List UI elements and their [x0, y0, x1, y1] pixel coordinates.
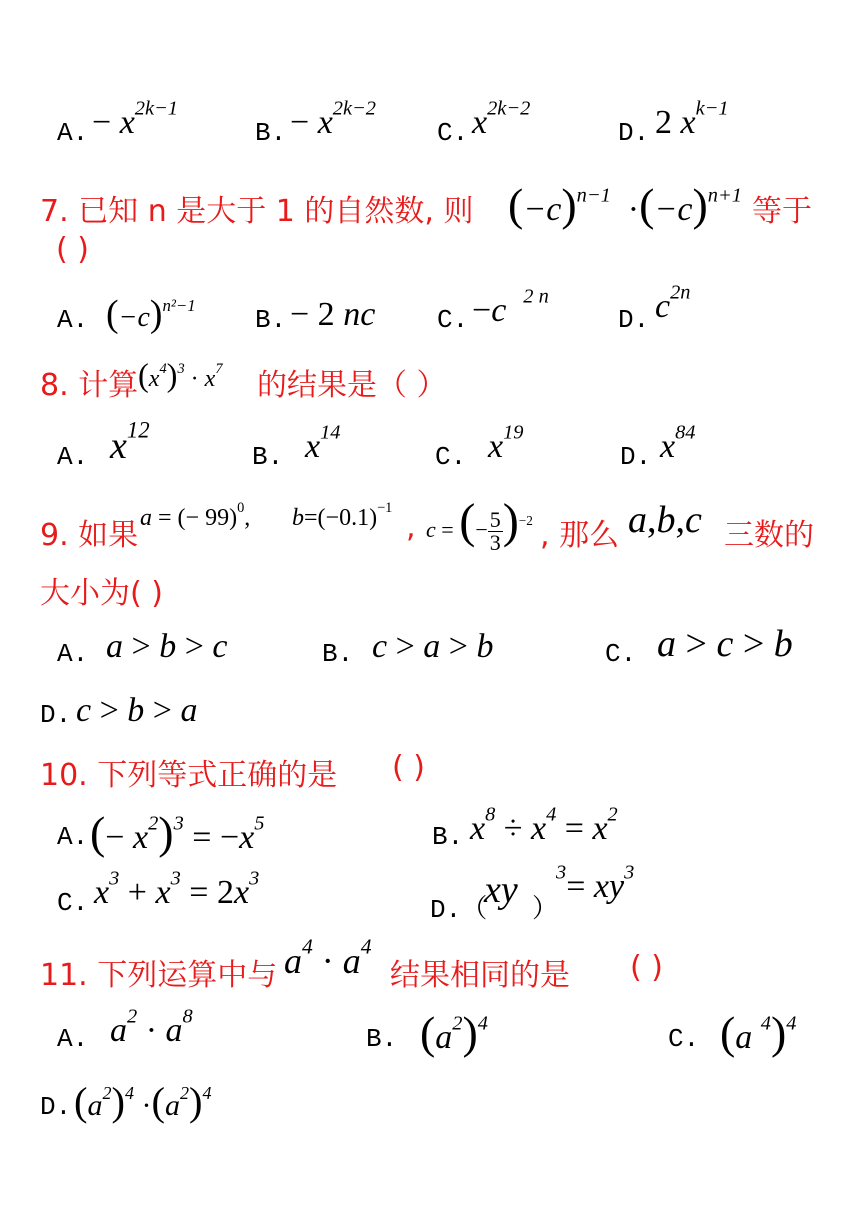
q8-expr: $(x^4)^3 \cdot x^7$ [138, 358, 223, 394]
option-d-expr: $(a^2)^4 \cdot(a^2)^4$ [74, 1079, 212, 1124]
option-b-expr: $x^8 \div x^4 = x^2$ [470, 803, 618, 847]
option-d-label: D. [40, 1092, 72, 1122]
q8-text: 8. 计算 [40, 368, 139, 403]
q11-text: 11. 下列运算中与 [40, 958, 278, 993]
option-b-label: B. [252, 442, 284, 472]
q8-tail: 的结果是（ ） [257, 368, 447, 403]
q11-tail: 结果相同的是 [390, 958, 570, 993]
option-d-expr: 2 $x^{k-1}$ [655, 97, 729, 141]
q7-paren: ( ) [56, 232, 89, 267]
option-b-label: B. [366, 1024, 398, 1054]
option-b-expr: c > a > b [372, 628, 494, 665]
option-c-label: C. [437, 118, 469, 148]
option-a-label: A. [57, 1024, 89, 1054]
q11-expr: $a^4 \cdot a^4$ [284, 934, 372, 981]
q9-vars: a,b,c [628, 499, 702, 541]
option-d-label: D. [40, 700, 72, 730]
q9-tail: , 那么 [540, 518, 620, 553]
q7-expr: $(-c)^{n-1} \cdot(-c)^{n+1}$ [508, 179, 742, 230]
option-c-expr: a > c > b [657, 623, 793, 665]
option-b-expr: $(a^2)^4$ [420, 1007, 488, 1058]
option-b-label: B. [255, 305, 287, 335]
option-a-expr: $a^2 \cdot a^8$ [110, 1005, 193, 1049]
option-a-expr: − $x^{2k-1}$ [92, 97, 178, 141]
option-a-label: A. [57, 118, 89, 148]
option-d-expr: xy [484, 869, 518, 911]
q9-tail2: 三数的 [724, 518, 814, 553]
q10-text: 10. 下列等式正确的是 [40, 758, 338, 793]
option-c-label: C. [605, 639, 637, 669]
option-d-expr: $x^{84}$ [660, 421, 696, 465]
q7-text: 7. 已知 n 是大于 1 的自然数, 则 [40, 194, 474, 229]
option-b-label: B. [322, 639, 354, 669]
option-c-label: C. [435, 442, 467, 472]
option-c-label: C. [57, 888, 89, 918]
option-d-label: D. [618, 118, 650, 148]
option-d-rhs: $^3= xy^3$ [556, 861, 635, 905]
option-d-expr: $c^{2n}$ [655, 281, 691, 325]
option-c-expr: $x^{2k-2}$ [472, 97, 531, 141]
option-c-expr: $x^3 + x^3 = 2x^3$ [94, 867, 260, 911]
q9-b-def: $b=(-0.1)^{-1}$ [292, 500, 393, 531]
option-b-label: B. [432, 822, 464, 852]
option-a-label: A. [57, 822, 89, 852]
q9-comma: , [406, 510, 416, 545]
option-a-label: A. [57, 305, 89, 335]
option-a-label: A. [57, 639, 89, 669]
option-d-label: D.（ [430, 895, 488, 925]
option-b-label: B. [255, 118, 287, 148]
q9-c-def: c = (− $\frac{5}{3}$ )$^{-2}$ [426, 495, 533, 556]
q11-paren: ( ) [630, 950, 663, 985]
q9-text: 9. 如果 [40, 518, 139, 553]
option-c-expr: (a $^4$)$^4$ [720, 1007, 797, 1058]
option-d-expr: c > b > a [76, 692, 198, 729]
option-d-close: ） [532, 895, 559, 925]
option-c-expr: −c $^{2 n}$ [472, 285, 549, 329]
option-c-label: C. [437, 305, 469, 335]
option-b-expr: − 2 nc [290, 296, 376, 333]
q9-line2: 大小为( ) [40, 576, 163, 611]
option-b-expr: − $x^{2k-2}$ [290, 97, 376, 141]
option-c-expr: $x^{19}$ [488, 421, 524, 465]
option-c-label: C. [668, 1024, 700, 1054]
option-a-expr: $x^{12}$ [110, 417, 150, 467]
option-a-label: A. [57, 442, 89, 472]
q7-tail: 等于 [752, 194, 812, 229]
option-a-expr: a > b > c [106, 628, 228, 665]
q9-a-def: a = (− 99)$^0$, [140, 500, 251, 531]
q10-paren: ( ) [392, 750, 425, 785]
option-d-label: D. [618, 305, 650, 335]
option-a-expr: $(-c)^{n^2-1}$ [106, 293, 196, 335]
option-a-expr: (− $x^2)^3 = -x^5$ [90, 807, 265, 858]
option-d-label: D. [620, 442, 652, 472]
option-b-expr: $x^{14}$ [305, 421, 341, 465]
